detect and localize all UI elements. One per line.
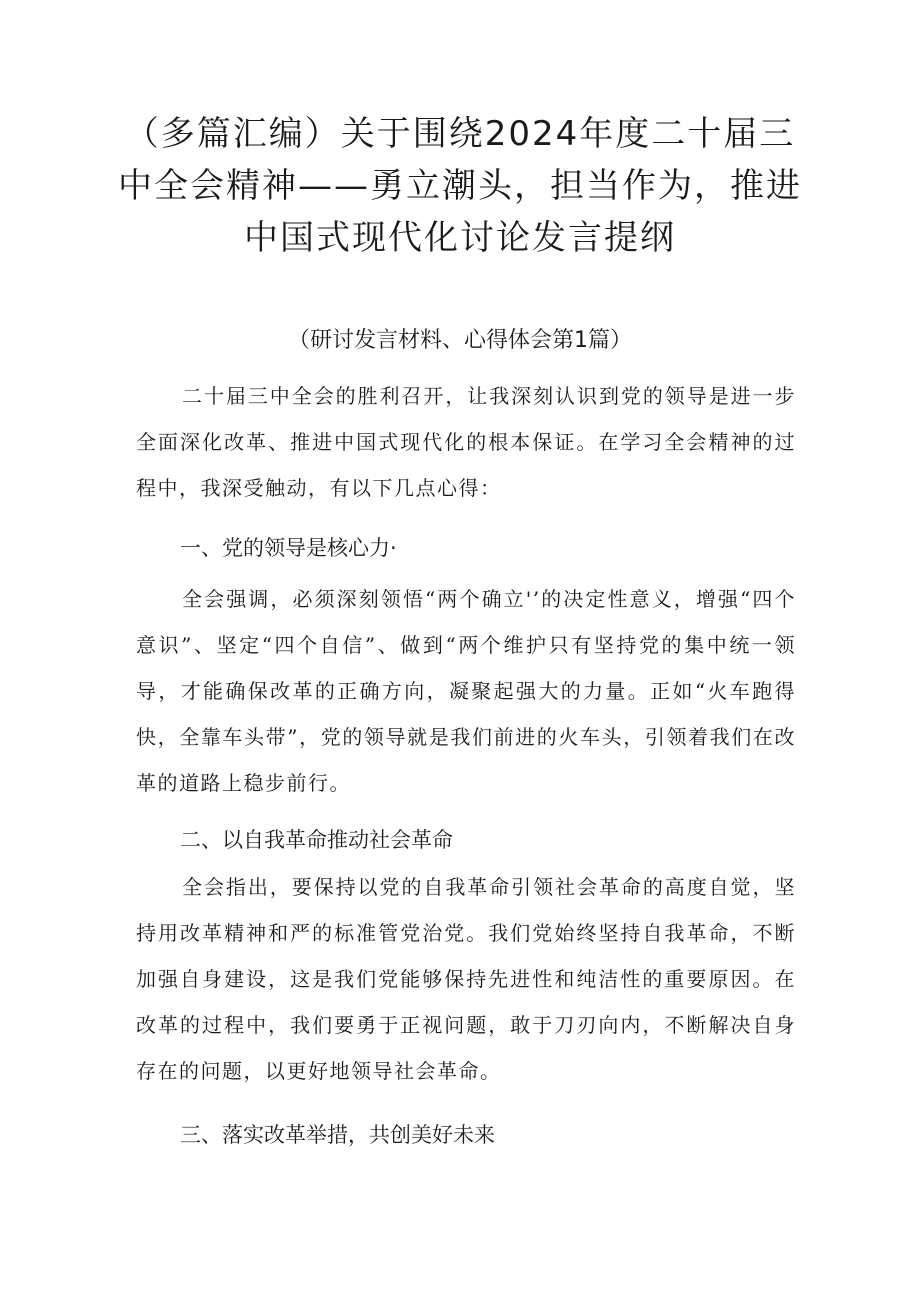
section-body-1: 全会强调，必须深刻领悟“两个确立'’的决定性意义，增强“四个意识”、坚定“四个自信”、做到“两个维护只有坚持党的集中统一领导，才能确保改革的正确方向，凝聚起强大的力量。正如“火车跑得快，全靠车头带”，党的领导就是我们前进的火车头，引领着我们在改革的道路上稳步前行。 [136, 587, 796, 795]
section-heading-3: 三、落实改革举措，共创美好未来 [180, 1123, 495, 1147]
section-body-2: 全会指出，要保持以党的自我革命引领社会革命的高度自觉，坚持用改革精神和严的标准管党治党。我们党始终坚持自我革命，不断加强自身建设，这是我们党能够保持先进性和纯洁性的重要原因。在改革的过程中，我们要勇于正视问题，敢于刀刃向内，不断解决自身存在的问题，以更好地领导社会革命。 [136, 875, 796, 1083]
document-subtitle: （研讨发言材料、心得体会第1篇） [288, 328, 632, 353]
intro-paragraph: 二十届三中全会的胜利召开，让我深刻认识到党的领导是进一步全面深化改革、推进中国式现代化的根本保证。在学习全会精神的过程中，我深受触动，有以下几点心得： [136, 384, 796, 500]
section-heading-2: 二、以自我革命推动社会革命 [180, 828, 453, 852]
document-title: （多篇汇编）关于围绕2024年度二十届三中全会精神——勇立潮头，担当作为，推进中国式现代化讨论发言提纲 [118, 114, 802, 258]
section-heading-1: 一、党的领导是核心力· [180, 536, 397, 560]
